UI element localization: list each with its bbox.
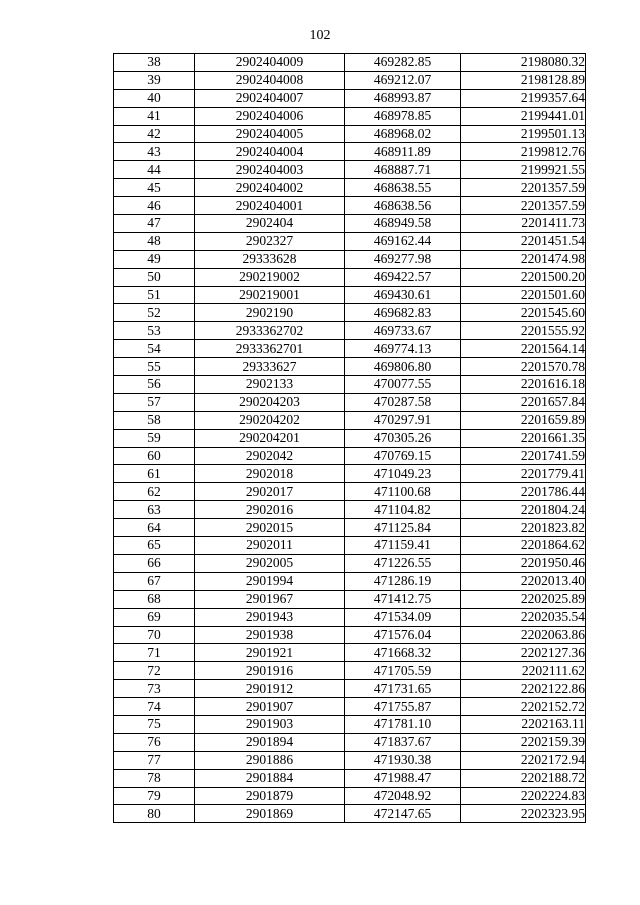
table-row: [114, 572, 586, 590]
y-coordinate-cell: 2201357.59: [461, 197, 586, 215]
point-code-cell: 2902133: [195, 376, 345, 394]
x-coordinate-cell: 471837.67: [345, 733, 461, 751]
x-coordinate-cell: 471781.10: [345, 715, 461, 733]
table-row: [114, 447, 586, 465]
x-coordinate-cell: 471576.04: [345, 626, 461, 644]
x-coordinate-cell: 471412.75: [345, 590, 461, 608]
y-coordinate-cell: 2202025.89: [461, 590, 586, 608]
y-coordinate-cell: 2201564.14: [461, 340, 586, 358]
row-number-cell: 70: [114, 626, 195, 644]
point-code-cell: 2901943: [195, 608, 345, 626]
table-row: [114, 179, 586, 197]
y-coordinate-cell: 2201823.82: [461, 519, 586, 537]
y-coordinate-cell: 2199812.76: [461, 143, 586, 161]
row-number-cell: 48: [114, 232, 195, 250]
row-number-cell: 74: [114, 698, 195, 716]
point-code-cell: 2902404009: [195, 54, 345, 72]
point-code-cell: 2901916: [195, 662, 345, 680]
y-coordinate-cell: 2201741.59: [461, 447, 586, 465]
table-row: [114, 483, 586, 501]
y-coordinate-cell: 2201786.44: [461, 483, 586, 501]
table-row: [114, 805, 586, 823]
y-coordinate-cell: 2201804.24: [461, 501, 586, 519]
table-row: [114, 107, 586, 125]
x-coordinate-cell: 469422.57: [345, 268, 461, 286]
row-number-cell: 69: [114, 608, 195, 626]
row-number-cell: 66: [114, 554, 195, 572]
point-code-cell: 2902404006: [195, 107, 345, 125]
point-code-cell: 2902017: [195, 483, 345, 501]
y-coordinate-cell: 2201657.84: [461, 393, 586, 411]
table-row: [114, 769, 586, 787]
x-coordinate-cell: 471988.47: [345, 769, 461, 787]
row-number-cell: 44: [114, 161, 195, 179]
y-coordinate-cell: 2201661.35: [461, 429, 586, 447]
table-row: [114, 787, 586, 805]
table-row: [114, 286, 586, 304]
table-row: [114, 644, 586, 662]
y-coordinate-cell: 2199921.55: [461, 161, 586, 179]
table-row: [114, 161, 586, 179]
row-number-cell: 76: [114, 733, 195, 751]
point-code-cell: 2902404: [195, 215, 345, 233]
y-coordinate-cell: 2201779.41: [461, 465, 586, 483]
table-row: [114, 554, 586, 572]
x-coordinate-cell: 471104.82: [345, 501, 461, 519]
coordinates-table: [113, 53, 586, 823]
table-row: [114, 733, 586, 751]
row-number-cell: 45: [114, 179, 195, 197]
table-row: [114, 71, 586, 89]
y-coordinate-cell: 2201555.92: [461, 322, 586, 340]
y-coordinate-cell: 2201545.60: [461, 304, 586, 322]
table-row: [114, 89, 586, 107]
table-body: [114, 54, 586, 823]
row-number-cell: 62: [114, 483, 195, 501]
y-coordinate-cell: 2201570.78: [461, 358, 586, 376]
point-code-cell: 290204203: [195, 393, 345, 411]
row-number-cell: 60: [114, 447, 195, 465]
point-code-cell: 2902404005: [195, 125, 345, 143]
row-number-cell: 52: [114, 304, 195, 322]
table-row: [114, 340, 586, 358]
y-coordinate-cell: 2201411.73: [461, 215, 586, 233]
table-row: [114, 626, 586, 644]
x-coordinate-cell: 471755.87: [345, 698, 461, 716]
point-code-cell: 2901994: [195, 572, 345, 590]
row-number-cell: 46: [114, 197, 195, 215]
x-coordinate-cell: 470287.58: [345, 393, 461, 411]
point-code-cell: 2902015: [195, 519, 345, 537]
y-coordinate-cell: 2202152.72: [461, 698, 586, 716]
row-number-cell: 51: [114, 286, 195, 304]
x-coordinate-cell: 470769.15: [345, 447, 461, 465]
row-number-cell: 53: [114, 322, 195, 340]
y-coordinate-cell: 2201950.46: [461, 554, 586, 572]
x-coordinate-cell: 471668.32: [345, 644, 461, 662]
y-coordinate-cell: 2202127.36: [461, 644, 586, 662]
table-row: [114, 268, 586, 286]
x-coordinate-cell: 468887.71: [345, 161, 461, 179]
table-row: [114, 125, 586, 143]
y-coordinate-cell: 2202224.83: [461, 787, 586, 805]
y-coordinate-cell: 2201864.62: [461, 537, 586, 555]
row-number-cell: 73: [114, 680, 195, 698]
point-code-cell: 2902011: [195, 537, 345, 555]
table-row: [114, 250, 586, 268]
point-code-cell: 2902404002: [195, 179, 345, 197]
table-row: [114, 411, 586, 429]
y-coordinate-cell: 2198128.89: [461, 71, 586, 89]
table-row: [114, 680, 586, 698]
point-code-cell: 290219001: [195, 286, 345, 304]
point-code-cell: 2902404007: [195, 89, 345, 107]
row-number-cell: 64: [114, 519, 195, 537]
table-row: [114, 376, 586, 394]
point-code-cell: 290204202: [195, 411, 345, 429]
y-coordinate-cell: 2201501.60: [461, 286, 586, 304]
row-number-cell: 41: [114, 107, 195, 125]
point-code-cell: 2902404003: [195, 161, 345, 179]
y-coordinate-cell: 2202172.94: [461, 751, 586, 769]
row-number-cell: 47: [114, 215, 195, 233]
x-coordinate-cell: 469162.44: [345, 232, 461, 250]
y-coordinate-cell: 2199501.13: [461, 125, 586, 143]
row-number-cell: 49: [114, 250, 195, 268]
x-coordinate-cell: 468911.89: [345, 143, 461, 161]
row-number-cell: 54: [114, 340, 195, 358]
table-row: [114, 751, 586, 769]
point-code-cell: 2902404008: [195, 71, 345, 89]
table-row: [114, 215, 586, 233]
point-code-cell: 2901907: [195, 698, 345, 716]
table-row: [114, 501, 586, 519]
table-row: [114, 590, 586, 608]
table-row: [114, 54, 586, 72]
table-row: [114, 322, 586, 340]
point-code-cell: 2902404004: [195, 143, 345, 161]
x-coordinate-cell: 468638.55: [345, 179, 461, 197]
x-coordinate-cell: 471286.19: [345, 572, 461, 590]
y-coordinate-cell: 2199357.64: [461, 89, 586, 107]
table-row: [114, 197, 586, 215]
point-code-cell: 2901886: [195, 751, 345, 769]
x-coordinate-cell: 469212.07: [345, 71, 461, 89]
x-coordinate-cell: 471731.65: [345, 680, 461, 698]
row-number-cell: 79: [114, 787, 195, 805]
table-row: [114, 304, 586, 322]
table-row: [114, 537, 586, 555]
x-coordinate-cell: 468978.85: [345, 107, 461, 125]
row-number-cell: 68: [114, 590, 195, 608]
table-row: [114, 429, 586, 447]
point-code-cell: 290219002: [195, 268, 345, 286]
y-coordinate-cell: 2202063.86: [461, 626, 586, 644]
y-coordinate-cell: 2202013.40: [461, 572, 586, 590]
point-code-cell: 2933362701: [195, 340, 345, 358]
page-number: 102: [309, 28, 331, 43]
point-code-cell: 2901967: [195, 590, 345, 608]
x-coordinate-cell: 471159.41: [345, 537, 461, 555]
x-coordinate-cell: 472048.92: [345, 787, 461, 805]
x-coordinate-cell: 471226.55: [345, 554, 461, 572]
row-number-cell: 50: [114, 268, 195, 286]
x-coordinate-cell: 469277.98: [345, 250, 461, 268]
y-coordinate-cell: 2202122.86: [461, 680, 586, 698]
x-coordinate-cell: 471705.59: [345, 662, 461, 680]
row-number-cell: 80: [114, 805, 195, 823]
x-coordinate-cell: 471100.68: [345, 483, 461, 501]
y-coordinate-cell: 2202111.62: [461, 662, 586, 680]
y-coordinate-cell: 2201474.98: [461, 250, 586, 268]
table-row: [114, 608, 586, 626]
row-number-cell: 58: [114, 411, 195, 429]
x-coordinate-cell: 472147.65: [345, 805, 461, 823]
x-coordinate-cell: 468638.56: [345, 197, 461, 215]
row-number-cell: 39: [114, 71, 195, 89]
y-coordinate-cell: 2198080.32: [461, 54, 586, 72]
y-coordinate-cell: 2199441.01: [461, 107, 586, 125]
point-code-cell: 2902018: [195, 465, 345, 483]
point-code-cell: 2901894: [195, 733, 345, 751]
x-coordinate-cell: 469774.13: [345, 340, 461, 358]
point-code-cell: 2902190: [195, 304, 345, 322]
x-coordinate-cell: 471534.09: [345, 608, 461, 626]
x-coordinate-cell: 468993.87: [345, 89, 461, 107]
row-number-cell: 38: [114, 54, 195, 72]
row-number-cell: 61: [114, 465, 195, 483]
y-coordinate-cell: 2201659.89: [461, 411, 586, 429]
point-code-cell: 2901879: [195, 787, 345, 805]
point-code-cell: 2933362702: [195, 322, 345, 340]
row-number-cell: 75: [114, 715, 195, 733]
y-coordinate-cell: 2201616.18: [461, 376, 586, 394]
row-number-cell: 42: [114, 125, 195, 143]
x-coordinate-cell: 471930.38: [345, 751, 461, 769]
y-coordinate-cell: 2202035.54: [461, 608, 586, 626]
point-code-cell: 2901938: [195, 626, 345, 644]
x-coordinate-cell: 468949.58: [345, 215, 461, 233]
row-number-cell: 77: [114, 751, 195, 769]
y-coordinate-cell: 2201451.54: [461, 232, 586, 250]
row-number-cell: 65: [114, 537, 195, 555]
x-coordinate-cell: 469282.85: [345, 54, 461, 72]
y-coordinate-cell: 2201500.20: [461, 268, 586, 286]
row-number-cell: 59: [114, 429, 195, 447]
point-code-cell: 2901869: [195, 805, 345, 823]
row-number-cell: 78: [114, 769, 195, 787]
point-code-cell: 2902005: [195, 554, 345, 572]
x-coordinate-cell: 471049.23: [345, 465, 461, 483]
y-coordinate-cell: 2201357.59: [461, 179, 586, 197]
table-row: [114, 662, 586, 680]
table-row: [114, 519, 586, 537]
x-coordinate-cell: 471125.84: [345, 519, 461, 537]
point-code-cell: 2901912: [195, 680, 345, 698]
y-coordinate-cell: 2202159.39: [461, 733, 586, 751]
x-coordinate-cell: 469682.83: [345, 304, 461, 322]
row-number-cell: 72: [114, 662, 195, 680]
row-number-cell: 43: [114, 143, 195, 161]
table-row: [114, 232, 586, 250]
row-number-cell: 67: [114, 572, 195, 590]
point-code-cell: 2901921: [195, 644, 345, 662]
table-row: [114, 465, 586, 483]
x-coordinate-cell: 469430.61: [345, 286, 461, 304]
x-coordinate-cell: 469806.80: [345, 358, 461, 376]
point-code-cell: 2902042: [195, 447, 345, 465]
row-number-cell: 56: [114, 376, 195, 394]
table-row: [114, 358, 586, 376]
y-coordinate-cell: 2202163.11: [461, 715, 586, 733]
point-code-cell: 290204201: [195, 429, 345, 447]
y-coordinate-cell: 2202323.95: [461, 805, 586, 823]
row-number-cell: 63: [114, 501, 195, 519]
x-coordinate-cell: 469733.67: [345, 322, 461, 340]
point-code-cell: 2902327: [195, 232, 345, 250]
point-code-cell: 2901884: [195, 769, 345, 787]
point-code-cell: 2902404001: [195, 197, 345, 215]
table-row: [114, 715, 586, 733]
row-number-cell: 57: [114, 393, 195, 411]
point-code-cell: 29333627: [195, 358, 345, 376]
point-code-cell: 2902016: [195, 501, 345, 519]
x-coordinate-cell: 470297.91: [345, 411, 461, 429]
table-row: [114, 393, 586, 411]
point-code-cell: 29333628: [195, 250, 345, 268]
row-number-cell: 55: [114, 358, 195, 376]
row-number-cell: 71: [114, 644, 195, 662]
table-row: [114, 143, 586, 161]
row-number-cell: 40: [114, 89, 195, 107]
x-coordinate-cell: 470077.55: [345, 376, 461, 394]
table-row: [114, 698, 586, 716]
point-code-cell: 2901903: [195, 715, 345, 733]
x-coordinate-cell: 470305.26: [345, 429, 461, 447]
y-coordinate-cell: 2202188.72: [461, 769, 586, 787]
x-coordinate-cell: 468968.02: [345, 125, 461, 143]
